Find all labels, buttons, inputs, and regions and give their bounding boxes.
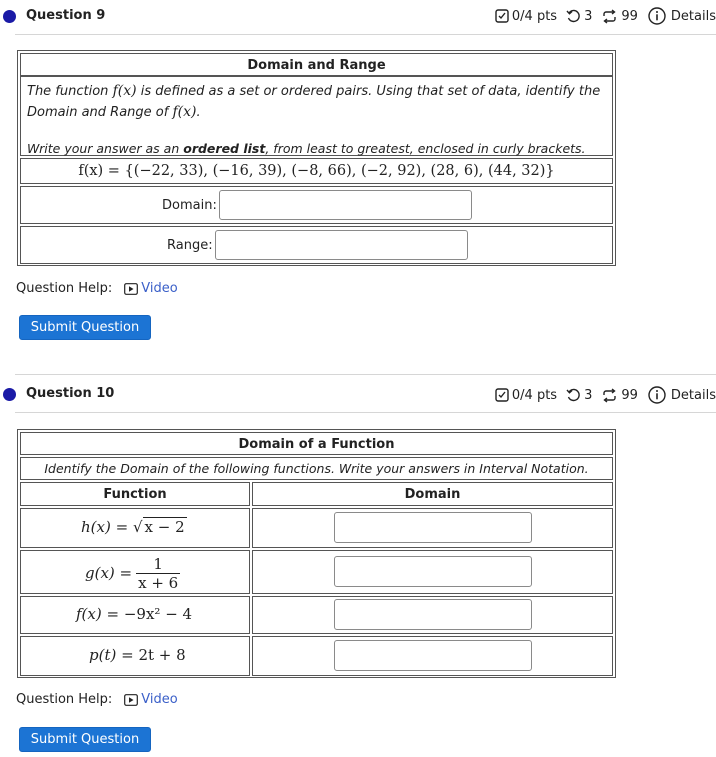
repeat-icon [601, 9, 618, 24]
attempts [566, 9, 592, 24]
domain-input-g[interactable] [334, 556, 532, 587]
function-definition-cell [20, 158, 613, 184]
question-meta [486, 386, 716, 404]
info-icon [648, 7, 666, 25]
retry-icon [566, 9, 581, 24]
table-title: Domain and Range [247, 58, 386, 73]
divider [15, 34, 716, 35]
attempts-text: 3 [584, 387, 593, 403]
function-g: g(x) = $\frac{1}{x + 6}$ [85, 554, 179, 592]
versions [601, 9, 638, 24]
description-cell [20, 76, 613, 156]
attempts [566, 388, 592, 403]
range-label: Range: [167, 238, 213, 253]
versions-text: 99 [621, 387, 638, 403]
function-p: p(t) = 2t + 8 [89, 646, 186, 664]
score [495, 9, 557, 24]
function-h: h(x) = √ x − 2 [81, 518, 185, 536]
column-header-domain: Domain [252, 482, 613, 506]
question-meta [486, 7, 716, 25]
domain-input-h[interactable] [334, 512, 532, 543]
question-10-header [0, 378, 716, 412]
divider [15, 412, 716, 413]
score [495, 388, 557, 403]
retry-icon [566, 388, 581, 403]
table-title-cell [20, 53, 613, 76]
details-link[interactable]: Details [648, 386, 716, 404]
points-text: 0/4 pts [511, 387, 558, 403]
function-definition: f(x) = {(−22, 33), (−16, 39), (−8, 66), (−2, 92), (28, 6), (44, 32)} [78, 163, 555, 179]
video-link[interactable]: Video [141, 281, 178, 296]
domain-label: Domain: [162, 198, 217, 213]
question-help: Question Help: Video [16, 692, 178, 707]
table-row [20, 596, 250, 634]
checkbox-icon [495, 9, 509, 23]
question-help: Question Help: Video [16, 281, 178, 296]
submit-question-button[interactable]: Submit Question [19, 727, 151, 752]
checkbox-icon [495, 388, 509, 402]
versions [601, 388, 638, 403]
details-link[interactable]: Details [648, 7, 716, 25]
video-icon [124, 694, 138, 706]
instruction: Identify the Domain of the following functions. Write your answers in Interval Notation. [44, 461, 589, 476]
question-status-dot [3, 10, 16, 23]
repeat-icon [601, 388, 618, 403]
question-9-header [0, 0, 716, 34]
description: The function f(x) is defined as a set or ordered pairs. Using that set of data, identify the Domain and Range of f(x). [27, 83, 601, 120]
instruction: Write your answer as an ordered list, from least to greatest, enclosed in curly brackets. [27, 141, 586, 156]
submit-question-button[interactable]: Submit Question [19, 315, 151, 340]
instruction-cell [20, 457, 613, 480]
table-row [20, 550, 250, 594]
question-title: Question 9 [26, 8, 106, 23]
function-f: f(x) = −9x² − 4 [76, 605, 193, 623]
video-link[interactable]: Video [141, 692, 178, 707]
info-icon [648, 386, 666, 404]
table-title: Domain of a Function [238, 437, 395, 452]
domain-input-p[interactable] [334, 640, 532, 671]
question-title: Question 10 [26, 386, 115, 401]
table-row [20, 508, 250, 548]
points-text: 0/4 pts [511, 8, 558, 24]
column-header-function: Function [20, 482, 250, 506]
table-title-cell [20, 432, 613, 455]
domain-input-f[interactable] [334, 599, 532, 630]
video-icon [124, 283, 138, 295]
domain-input[interactable] [219, 190, 472, 220]
versions-text: 99 [621, 8, 638, 24]
attempts-text: 3 [584, 8, 593, 24]
fraction: $\frac{1}{x + 6}$ [138, 554, 179, 592]
divider [15, 374, 716, 375]
range-input[interactable] [215, 230, 468, 260]
table-row [20, 636, 250, 676]
question-status-dot [3, 388, 16, 401]
